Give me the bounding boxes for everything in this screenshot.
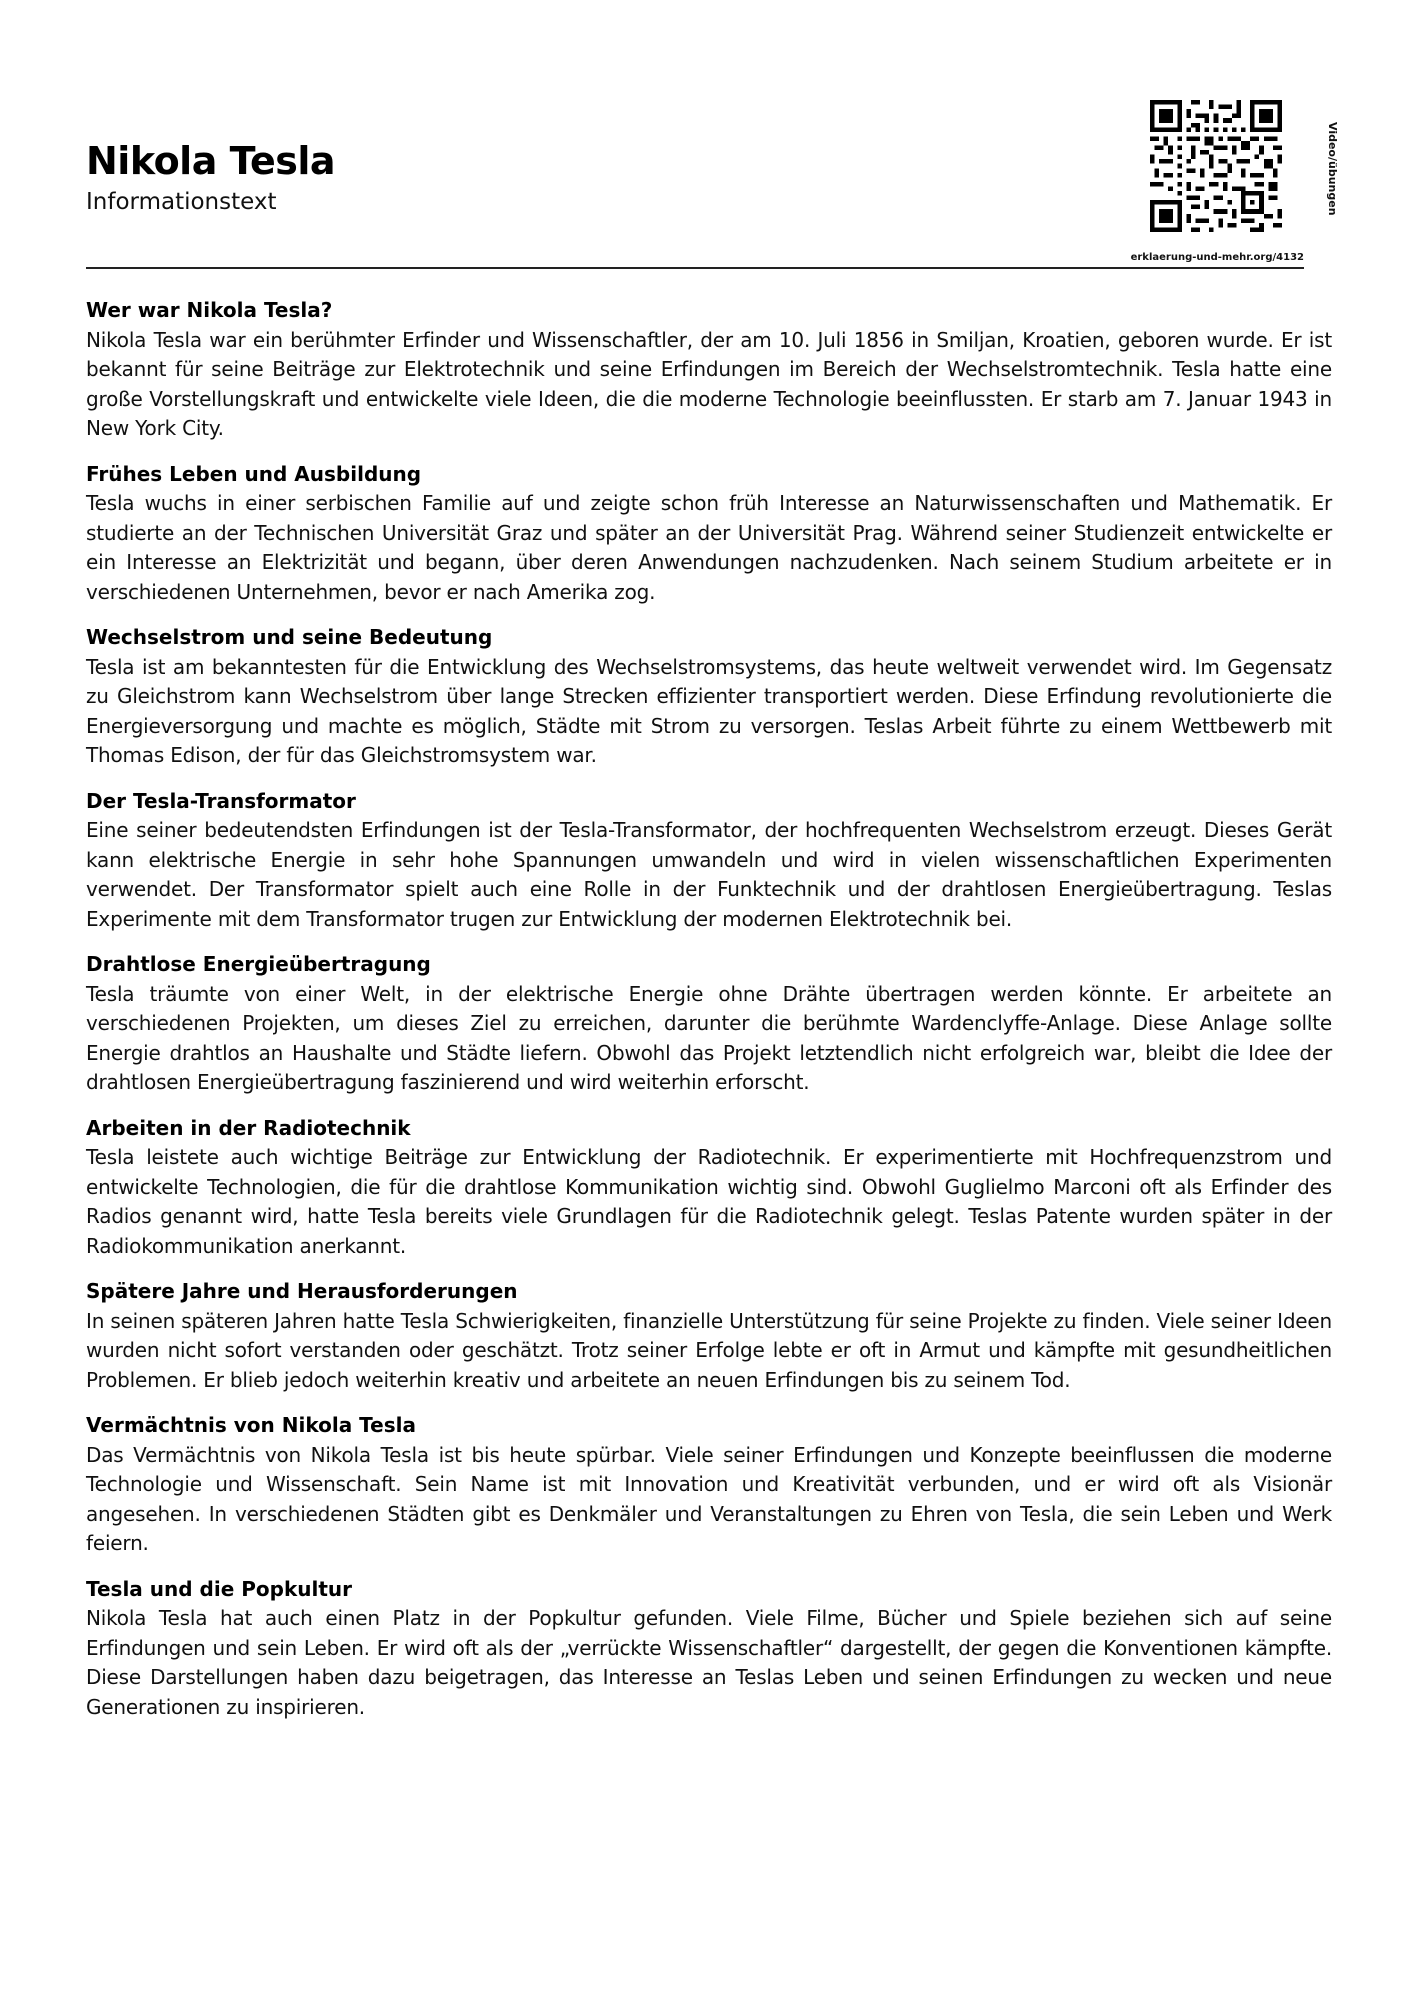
section-popkultur: [86, 1575, 1332, 1723]
section-text: Tesla wuchs in einer serbischen Familie auf und zeigte schon früh Interesse an Naturwissenschaften und Mathematik. Er studierte an der Technischen Universität Graz und später an der Universität Prag. Während seiner Studienzeit entwickelte er ein Interesse an Elektrizität und begann, über deren Anwendungen nachzudenken. Nach seinem Studium arbeitete er in verschiedenen Unternehmen, bevor er nach Amerika zog.: [86, 491, 1332, 604]
section-spaetere-jahre: [86, 1277, 1332, 1395]
section-vermaechtnis: [86, 1411, 1332, 1559]
section-heading: Der Tesla-Transformator: [86, 788, 356, 813]
section-text: Tesla träumte von einer Welt, in der elektrische Energie ohne Drähte übertragen werden könnte. Er arbeitete an verschiedenen Projekten, um dieses Ziel zu erreichen, darunter die berühmte Wardenclyffe-Anlage. Diese Anlage sollte Energie drahtlos an Haushalte und Städte liefern. Obwohl das Projekt letztendlich nicht erfolgreich war, bleibt die Idee der drahtlosen Energieübertragung faszinierend und wird weiterhin erforscht.: [86, 981, 1332, 1094]
page-subtitle: Informationstext: [86, 189, 277, 215]
section-wer-war-tesla: [86, 296, 1332, 444]
section-heading: Drahtlose Energieübertragung: [86, 952, 431, 976]
section-text: Tesla leistete auch wichtige Beiträge zur Entwicklung der Radiotechnik. Er experimentierte mit Hochfrequenzstrom und entwickelte Technologien, die für die drahtlose Kommunikation wichtig sind. Obwohl Guglielmo Marconi oft als Erfinder des Radios genannt wird, hatte Tesla bereits viele Grundlagen für die Radiotechnik gelegt. Teslas Patente wurden später in der Radiokommunikation anerkannt.: [86, 1145, 1332, 1258]
section-text: Das Vermächtnis von Nikola Tesla ist bis heute spürbar. Viele seiner Erfindungen und Konzepte beeinflussen die moderne Technologie und Wissenschaft. Sein Name ist mit Innovation und Kreativität verbunden, und er wird oft als Visionär angesehen. In verschiedenen Städten gibt es Denkmäler und Veranstaltungen zu Ehren von Tesla, die sein Leben und Werk feiern.: [86, 1442, 1332, 1555]
article-body: [86, 296, 1332, 1738]
section-fruehes-leben: [86, 460, 1332, 608]
section-heading: Arbeiten in der Radiotechnik: [86, 1115, 411, 1140]
source-url[interactable]: erklaerung-und-mehr.org/4132: [1130, 252, 1304, 263]
section-heading: Tesla und die Popkultur: [86, 1576, 352, 1601]
header-divider: [86, 267, 1304, 269]
page-title: Nikola Tesla: [86, 139, 336, 183]
section-text: Eine seiner bedeutendsten Erfindungen ist der Tesla-Transformator, der hochfrequenten Wechselstrom erzeugt. Dieses Gerät kann elektrische Energie in sehr hohe Spannungen umwandeln und wird in vielen wissenschaftlichen Experimenten verwendet. Der Transformator spielt auch eine Rolle in der Funktechnik und der drahtlosen Energieübertragung. Teslas Experimente mit dem Transformator trugen zur Entwicklung der modernen Elektrotechnik bei.: [86, 818, 1332, 931]
video-exercises-label: Video/übungen: [1326, 122, 1339, 216]
section-text: Nikola Tesla hat auch einen Platz in der Popkultur gefunden. Viele Filme, Bücher und Spiele beziehen sich auf seine Erfindungen und sein Leben. Er wird oft als der „verrückte Wissenschaftler“ dargestellt, der gegen die Konventionen kämpfte. Diese Darstellungen haben dazu beigetragen, das Interesse an Teslas Leben und seinen Erfindungen zu wecken und neue Generationen zu inspirieren.: [86, 1606, 1332, 1719]
section-text: Nikola Tesla war ein berühmter Erfinder und Wissenschaftler, der am 10. Juli 1856 in Smiljan, Kroatien, geboren wurde. Er ist bekannt für seine Beiträge zur Elektrotechnik und seine Erfindungen im Bereich der Wechselstromtechnik. Tesla hatte eine große Vorstellungskraft und entwickelte viele Ideen, die die moderne Technologie beeinflussten. Er starb am 7. Januar 1943 in New York City.: [86, 327, 1332, 440]
section-heading: Wer war Nikola Tesla?: [86, 298, 333, 322]
qr-code-icon[interactable]: [1150, 100, 1282, 232]
section-heading: Spätere Jahre und Herausforderungen: [86, 1279, 518, 1303]
section-heading: Frühes Leben und Ausbildung: [86, 461, 422, 486]
section-text: Tesla ist am bekanntesten für die Entwicklung des Wechselstromsystems, das heute weltweit verwendet wird. Im Gegensatz zu Gleichstrom kann Wechselstrom über lange Strecken effizienter transportiert werden. Diese Erfindung revolutionierte die Energieversorgung und machte es möglich, Städte mit Strom zu versorgen. Teslas Arbeit führte zu einem Wettbewerb mit Thomas Edison, der für das Gleichstromsystem war.: [86, 654, 1332, 767]
section-radiotechnik: [86, 1114, 1332, 1262]
section-text: In seinen späteren Jahren hatte Tesla Schwierigkeiten, finanzielle Unterstützung für seine Projekte zu finden. Viele seiner Ideen wurden nicht sofort verstanden oder geschätzt. Trotz seiner Erfolge lebte er oft in Armut und kämpfte mit gesundheitlichen Problemen. Er blieb jedoch weiterhin kreativ und arbeitete an neuen Erfindungen bis zu seinem Tod.: [86, 1308, 1332, 1392]
section-wechselstrom: [86, 623, 1332, 771]
section-heading: Wechselstrom und seine Bedeutung: [86, 625, 493, 649]
section-heading: Vermächtnis von Nikola Tesla: [86, 1413, 416, 1437]
section-drahtlose-energie: [86, 950, 1332, 1098]
section-tesla-transformator: [86, 787, 1332, 935]
